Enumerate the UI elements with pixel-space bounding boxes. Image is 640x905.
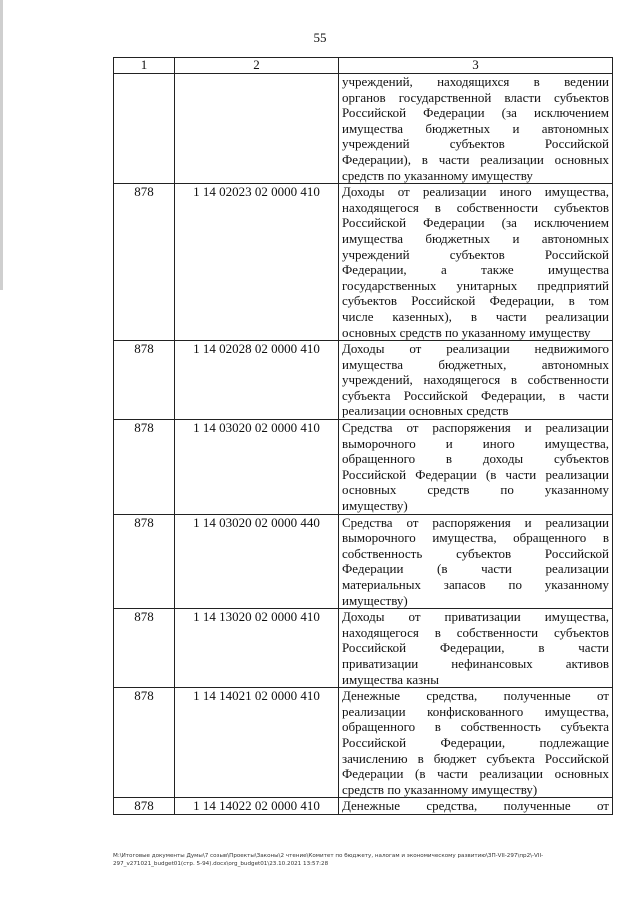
revenue-code-cell [175,74,339,184]
revenue-description-cell [339,798,613,815]
table-row [114,74,613,184]
description-line: имущества бюджетных и автономных [342,230,609,246]
description-line: находящегося в собственности субъектов [342,199,609,215]
description-line: имуществу) [342,592,408,608]
column-header-3: 3 [339,58,613,74]
description-line: Федерации), в части реализации основных [342,151,609,167]
page-number: 55 [313,30,327,45]
description-line: Денежные средства, полученные от [342,688,609,704]
footer-line-1: M:\Итоговые документы Думы\7 созыв\Проекты\Законы\2 чтение\Комитет по бюджету, налогам и экономическому развитию\ЗП-VII-297\пр2\-VII- [113,853,544,859]
description-line: органов государственной власти субъектов [342,89,609,105]
description-line: реализации основных средств [342,403,509,419]
description-line: Доходы от реализации недвижимого [342,341,609,357]
admin-code-cell: 878 [114,609,175,688]
table-row [114,184,613,341]
description-line: Федерации, а также имущества [342,262,609,278]
admin-code-cell [114,74,175,184]
description-line: Средства от распоряжения и реализации [342,514,609,530]
description-line: средств по указанному имуществу) [342,781,538,797]
description-line: находящегося в собственности субъектов [342,624,609,640]
table-row [114,688,613,798]
description-line: Российской Федерации, подлежащие [342,734,609,750]
description-line: Российской Федерации (за исключением [342,105,609,121]
description-line: Денежные средства, полученные от [342,798,609,814]
admin-code-cell: 878 [114,341,175,420]
revenue-code-cell: 1 14 03020 02 0000 440 [175,514,339,609]
table-row [114,609,613,688]
revenue-description-cell [339,420,613,515]
admin-code-cell: 878 [114,514,175,609]
revenue-description-cell [339,609,613,688]
document-path-footer [113,852,613,868]
revenue-description-cell [339,341,613,420]
description-line: государственных унитарных предприятий [342,277,609,293]
table-row [114,514,613,609]
description-line: зачислению в бюджет субъекта Российской [342,750,609,766]
revenue-code-cell: 1 14 02028 02 0000 410 [175,341,339,420]
description-line: учреждений субъектов Российской [342,246,609,262]
description-line: Средства от распоряжения и реализации [342,420,609,436]
table-row [114,341,613,420]
description-line: Российской Федерации (в части реализации [342,466,609,482]
description-line: выморочного имущества, обращенного в [342,530,609,546]
admin-code-cell: 878 [114,688,175,798]
revenue-description-cell [339,184,613,341]
description-line: субъектов Российской Федерации, в том [342,293,609,309]
admin-code-cell: 878 [114,184,175,341]
description-line: числе казенных), в части реализации [342,308,609,324]
column-header-2: 2 [175,58,339,74]
description-line: собственность субъектов Российской [342,545,609,561]
description-line: Российской Федерации (за исключением [342,215,609,231]
table-row [114,798,613,815]
description-line: имущества казны [342,671,439,687]
admin-code-cell: 878 [114,420,175,515]
revenue-code-cell: 1 14 14021 02 0000 410 [175,688,339,798]
description-line: приватизации нефинансовых активов [342,655,609,671]
admin-code-cell: 878 [114,798,175,815]
budget-revenue-table [113,57,613,815]
description-line: имущества бюджетных, автономных [342,356,609,372]
description-line: средств по указанному имуществу [342,167,533,183]
description-line: Доходы от реализации иного имущества, [342,184,609,200]
revenue-code-cell: 1 14 13020 02 0000 410 [175,609,339,688]
revenue-code-cell: 1 14 14022 02 0000 410 [175,798,339,815]
description-line: Российской Федерации, в части [342,640,609,656]
description-line: учреждений, находящегося в собственности [342,372,609,388]
table-header-row [114,58,613,74]
description-line: учреждений, находящихся в ведении [342,74,609,89]
description-line: имуществу) [342,498,408,514]
description-line: материальных запасов по указанному [342,577,609,592]
description-line: субъекта Российской Федерации, в части [342,387,609,403]
description-line: имущества бюджетных и автономных [342,120,609,136]
revenue-description-cell [339,74,613,184]
footer-line-2: 297_v271021_budget01(стр. 5-94).docx\org_budget01\23.10.2021 13:57:28 [113,861,329,867]
description-line: Доходы от приватизации имущества, [342,609,609,625]
description-line: Федерации (в части реализации [342,561,609,577]
description-line: выморочного и иного имущества, [342,435,609,451]
revenue-code-cell: 1 14 02023 02 0000 410 [175,184,339,341]
column-header-1: 1 [114,58,175,74]
description-line: Федерации (в части реализации основных [342,766,609,782]
description-line: учреждений субъектов Российской [342,136,609,152]
revenue-description-cell [339,514,613,609]
description-line: основных средств по указанному имуществу [342,324,591,340]
description-line: обращенного в собственность субъекта [342,719,609,735]
revenue-description-cell [339,688,613,798]
table-row [114,420,613,515]
description-line: основных средств по указанному [342,482,609,498]
description-line: реализации конфискованного имущества, [342,703,609,719]
description-line: обращенного в доходы субъектов [342,451,609,467]
revenue-code-cell: 1 14 03020 02 0000 410 [175,420,339,515]
